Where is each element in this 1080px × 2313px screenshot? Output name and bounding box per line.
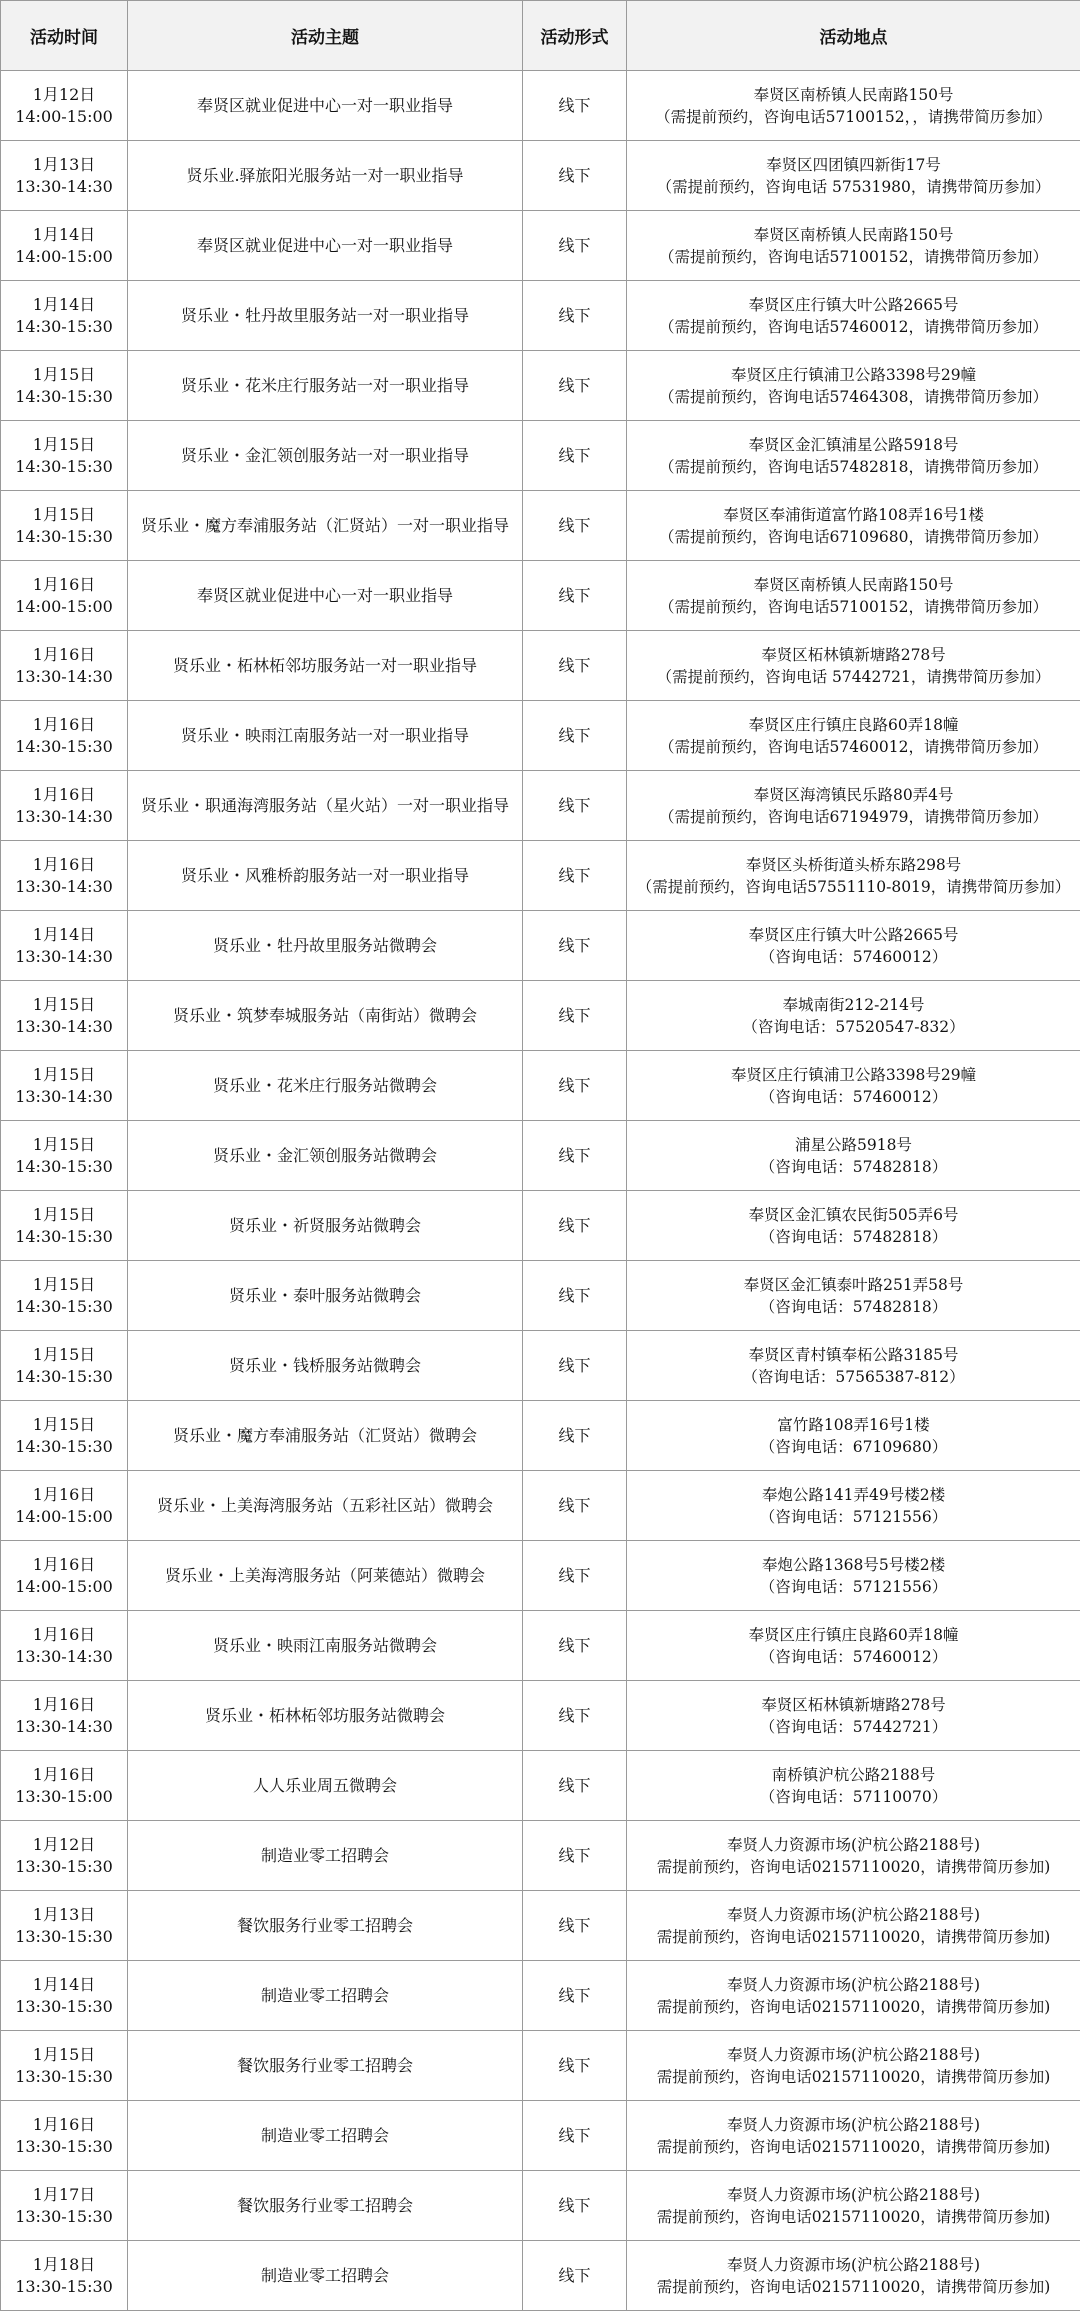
activity-time-range: 13:30-14:30 (15, 666, 113, 686)
cell-location (627, 1471, 1080, 1541)
location-contact-note: （咨询电话：57482818） (759, 1157, 948, 1176)
activity-time-range: 13:30-15:00 (15, 1786, 113, 1806)
cell-location (627, 1331, 1080, 1401)
cell-time (1, 281, 128, 351)
cell-form: 线下 (523, 1401, 627, 1471)
activity-time-range: 13:30-15:30 (15, 1856, 113, 1876)
cell-location (627, 1611, 1080, 1681)
cell-form: 线下 (523, 1541, 627, 1611)
location-address: 奉贤区金汇镇浦星公路5918号 (748, 435, 959, 454)
table-row (1, 1611, 1080, 1681)
cell-time (1, 2241, 128, 2311)
location-contact-note: （咨询电话：67109680） (759, 1437, 948, 1456)
cell-time (1, 1401, 128, 1471)
table-row (1, 421, 1080, 491)
cell-time (1, 1331, 128, 1401)
cell-theme: 贤乐业・上美海湾服务站（五彩社区站）微聘会 (128, 1471, 523, 1541)
activity-date: 1月15日 (32, 1414, 96, 1434)
cell-location (627, 421, 1080, 491)
location-contact-note: （需提前预约，咨询电话57551110-8019，请携带简历参加） (636, 877, 1071, 896)
activity-date: 1月16日 (32, 854, 96, 874)
activity-date: 1月15日 (32, 994, 96, 1014)
cell-location (627, 1891, 1080, 1961)
location-contact-note: （咨询电话：57121556） (759, 1507, 948, 1526)
location-address: 奉贤区柘林镇新塘路278号 (761, 1695, 946, 1714)
activity-date: 1月15日 (32, 1064, 96, 1084)
location-contact-note: 需提前预约，咨询电话02157110020，请携带简历参加) (656, 1857, 1051, 1876)
location-address: 奉贤区南桥镇人民南路150号 (753, 225, 954, 244)
cell-theme: 贤乐业・钱桥服务站微聘会 (128, 1331, 523, 1401)
table-row (1, 1681, 1080, 1751)
table-row (1, 211, 1080, 281)
activity-time-range: 14:30-15:30 (15, 456, 113, 476)
cell-form: 线下 (523, 2241, 627, 2311)
location-address: 奉贤区庄行镇大叶公路2665号 (748, 295, 959, 314)
activity-date: 1月16日 (32, 1554, 96, 1574)
cell-form: 线下 (523, 2171, 627, 2241)
activity-date: 1月15日 (32, 2044, 96, 2064)
location-address: 奉贤人力资源市场(沪杭公路2188号) (726, 1905, 981, 1924)
cell-time (1, 1261, 128, 1331)
table-row (1, 1751, 1080, 1821)
table-row (1, 1891, 1080, 1961)
cell-theme: 制造业零工招聘会 (128, 2241, 523, 2311)
cell-form: 线下 (523, 1681, 627, 1751)
cell-location (627, 631, 1080, 701)
activity-date: 1月16日 (32, 1764, 96, 1784)
activity-date: 1月12日 (32, 1834, 96, 1854)
location-contact-note: （需提前预约，咨询电话67194979，请携带简历参加） (659, 807, 1048, 826)
location-contact-note: （需提前预约，咨询电话57460012，请携带简历参加） (659, 737, 1048, 756)
cell-time (1, 1051, 128, 1121)
table-body (1, 71, 1080, 2311)
location-address: 奉贤区头桥街道头桥东路298号 (745, 855, 962, 874)
activity-time-range: 14:00-15:00 (15, 1576, 113, 1596)
table-row (1, 1261, 1080, 1331)
cell-form: 线下 (523, 1961, 627, 2031)
cell-theme: 贤乐业・金汇领创服务站微聘会 (128, 1121, 523, 1191)
activity-time-range: 14:30-15:30 (15, 1436, 113, 1456)
activity-date: 1月16日 (32, 714, 96, 734)
cell-theme: 贤乐业・泰叶服务站微聘会 (128, 1261, 523, 1331)
location-contact-note: （需提前预约，咨询电话57464308，请携带简历参加） (659, 387, 1048, 406)
cell-location (627, 1821, 1080, 1891)
activity-time-range: 13:30-15:30 (15, 1926, 113, 1946)
location-address: 奉贤区奉浦街道富竹路108弄16号1楼 (723, 505, 984, 524)
cell-theme: 贤乐业・风雅桥韵服务站一对一职业指导 (128, 841, 523, 911)
table-row (1, 841, 1080, 911)
location-contact-note: （需提前预约，咨询电话57100152，请携带简历参加） (659, 247, 1048, 266)
activity-time-range: 13:30-14:30 (15, 1646, 113, 1666)
location-contact-note: （需提前预约，咨询电话57100152，，请携带简历参加） (655, 107, 1052, 126)
location-address: 奉贤区庄行镇庄良路60弄18幢 (748, 715, 959, 734)
cell-theme: 人人乐业周五微聘会 (128, 1751, 523, 1821)
cell-time (1, 1471, 128, 1541)
activity-time-range: 13:30-14:30 (15, 946, 113, 966)
table-row (1, 561, 1080, 631)
table-row (1, 701, 1080, 771)
cell-theme: 贤乐业・上美海湾服务站（阿莱德站）微聘会 (128, 1541, 523, 1611)
activity-time-range: 13:30-14:30 (15, 806, 113, 826)
table-row (1, 1191, 1080, 1261)
activity-date: 1月15日 (32, 1204, 96, 1224)
activity-date: 1月16日 (32, 1484, 96, 1504)
cell-time (1, 71, 128, 141)
table-row (1, 71, 1080, 141)
location-contact-note: （需提前预约，咨询电话 57442721，请携带简历参加） (656, 667, 1051, 686)
cell-theme: 贤乐业・魔方奉浦服务站（汇贤站）一对一职业指导 (128, 491, 523, 561)
location-address: 奉贤人力资源市场(沪杭公路2188号) (726, 1835, 981, 1854)
cell-location (627, 491, 1080, 561)
header-form: 活动形式 (523, 1, 627, 71)
activity-time-range: 13:30-15:30 (15, 2276, 113, 2296)
cell-location (627, 1121, 1080, 1191)
location-address: 奉贤人力资源市场(沪杭公路2188号) (726, 2185, 981, 2204)
table-row (1, 2101, 1080, 2171)
cell-form: 线下 (523, 771, 627, 841)
cell-time (1, 1681, 128, 1751)
activity-time-range: 14:00-15:00 (15, 106, 113, 126)
activity-time-range: 14:30-15:30 (15, 526, 113, 546)
cell-location (627, 981, 1080, 1051)
activity-time-range: 13:30-14:30 (15, 876, 113, 896)
cell-form: 线下 (523, 491, 627, 561)
activity-date: 1月15日 (32, 504, 96, 524)
activity-time-range: 13:30-15:30 (15, 2136, 113, 2156)
cell-time (1, 491, 128, 561)
cell-theme: 贤乐业・花米庄行服务站微聘会 (128, 1051, 523, 1121)
location-contact-note: （需提前预约，咨询电话57482818，请携带简历参加） (659, 457, 1048, 476)
cell-location (627, 281, 1080, 351)
activity-time-range: 13:30-14:30 (15, 1716, 113, 1736)
location-contact-note: （咨询电话：57565387-812） (742, 1367, 965, 1386)
header-time: 活动时间 (1, 1, 128, 71)
cell-form: 线下 (523, 981, 627, 1051)
location-address: 奉贤区南桥镇人民南路150号 (753, 85, 954, 104)
location-address: 奉贤区庄行镇大叶公路2665号 (748, 925, 959, 944)
activity-time-range: 14:30-15:30 (15, 736, 113, 756)
cell-theme: 制造业零工招聘会 (128, 1961, 523, 2031)
activity-time-range: 13:30-15:30 (15, 1996, 113, 2016)
cell-theme: 贤乐业・牡丹故里服务站微聘会 (128, 911, 523, 981)
cell-location (627, 2241, 1080, 2311)
cell-time (1, 2101, 128, 2171)
table-row (1, 1471, 1080, 1541)
cell-location (627, 1961, 1080, 2031)
location-address: 富竹路108弄16号1楼 (777, 1415, 930, 1434)
cell-form: 线下 (523, 1751, 627, 1821)
location-address: 奉贤区庄行镇浦卫公路3398号29幢 (730, 365, 977, 384)
cell-theme: 贤乐业・祈贤服务站微聘会 (128, 1191, 523, 1261)
cell-theme: 奉贤区就业促进中心一对一职业指导 (128, 211, 523, 281)
location-address: 奉贤人力资源市场(沪杭公路2188号) (726, 2115, 981, 2134)
cell-form: 线下 (523, 1331, 627, 1401)
table-row (1, 1961, 1080, 2031)
location-contact-note: （咨询电话：57482818） (759, 1297, 948, 1316)
cell-location (627, 701, 1080, 771)
activity-date: 1月15日 (32, 1274, 96, 1294)
cell-form: 线下 (523, 2101, 627, 2171)
cell-location (627, 561, 1080, 631)
cell-location (627, 771, 1080, 841)
location-address: 奉贤区海湾镇民乐路80弄4号 (753, 785, 954, 804)
location-contact-note: 需提前预约，咨询电话02157110020，请携带简历参加) (656, 2277, 1051, 2296)
location-contact-note: （咨询电话：57460012） (759, 1087, 948, 1106)
cell-location (627, 1261, 1080, 1331)
table-row (1, 141, 1080, 211)
table-row (1, 771, 1080, 841)
location-address: 奉贤人力资源市场(沪杭公路2188号) (726, 2045, 981, 2064)
cell-form: 线下 (523, 1051, 627, 1121)
cell-form: 线下 (523, 631, 627, 701)
location-contact-note: （咨询电话：57110070） (759, 1787, 948, 1806)
activity-date: 1月14日 (32, 224, 96, 244)
cell-theme: 贤乐业・柘林柘邻坊服务站微聘会 (128, 1681, 523, 1751)
location-contact-note: （咨询电话：57482818） (759, 1227, 948, 1246)
location-contact-note: （咨询电话：57520547-832） (742, 1017, 965, 1036)
cell-theme: 餐饮服务行业零工招聘会 (128, 2031, 523, 2101)
location-contact-note: 需提前预约，咨询电话02157110020，请携带简历参加) (656, 2137, 1051, 2156)
activity-date: 1月17日 (32, 2184, 96, 2204)
table-row (1, 2241, 1080, 2311)
header-theme: 活动主题 (128, 1, 523, 71)
location-address: 奉炮公路141弄49号楼2楼 (761, 1485, 946, 1504)
cell-location (627, 1541, 1080, 1611)
table-row (1, 981, 1080, 1051)
cell-form: 线下 (523, 841, 627, 911)
table-row (1, 1821, 1080, 1891)
location-contact-note: （咨询电话：57442721） (759, 1717, 948, 1736)
cell-theme: 贤乐业・金汇领创服务站一对一职业指导 (128, 421, 523, 491)
cell-theme: 贤乐业・魔方奉浦服务站（汇贤站）微聘会 (128, 1401, 523, 1471)
activity-time-range: 14:30-15:30 (15, 316, 113, 336)
activity-date: 1月18日 (32, 2254, 96, 2274)
activity-date: 1月16日 (32, 574, 96, 594)
location-contact-note: （需提前预约，咨询电话 57531980，请携带简历参加） (656, 177, 1051, 196)
cell-time (1, 911, 128, 981)
cell-location (627, 71, 1080, 141)
location-address: 奉炮公路1368号5号楼2楼 (761, 1555, 946, 1574)
cell-time (1, 421, 128, 491)
location-address: 奉贤人力资源市场(沪杭公路2188号) (726, 2255, 981, 2274)
header-location: 活动地点 (627, 1, 1080, 71)
activity-time-range: 14:30-15:30 (15, 1366, 113, 1386)
cell-form: 线下 (523, 911, 627, 981)
location-contact-note: （咨询电话：57121556） (759, 1577, 948, 1596)
location-contact-note: 需提前预约，咨询电话02157110020，请携带简历参加) (656, 2207, 1051, 2226)
table-row (1, 281, 1080, 351)
cell-location (627, 2031, 1080, 2101)
cell-time (1, 1191, 128, 1261)
table-row (1, 1121, 1080, 1191)
cell-time (1, 981, 128, 1051)
table-row (1, 1541, 1080, 1611)
cell-theme: 制造业零工招聘会 (128, 2101, 523, 2171)
cell-form: 线下 (523, 71, 627, 141)
cell-theme: 贤乐业.驿旅阳光服务站一对一职业指导 (128, 141, 523, 211)
cell-theme: 贤乐业・柘林柘邻坊服务站一对一职业指导 (128, 631, 523, 701)
activity-date: 1月16日 (32, 1694, 96, 1714)
cell-theme: 贤乐业・职通海湾服务站（星火站）一对一职业指导 (128, 771, 523, 841)
location-address: 奉贤人力资源市场(沪杭公路2188号) (726, 1975, 981, 1994)
table-row (1, 911, 1080, 981)
location-address: 奉城南街212-214号 (782, 995, 925, 1014)
activity-date: 1月16日 (32, 2114, 96, 2134)
activity-time-range: 13:30-14:30 (15, 1016, 113, 1036)
activity-time-range: 14:30-15:30 (15, 386, 113, 406)
cell-location (627, 911, 1080, 981)
location-contact-note: 需提前预约，咨询电话02157110020，请携带简历参加) (656, 2067, 1051, 2086)
cell-time (1, 701, 128, 771)
location-address: 奉贤区庄行镇浦卫公路3398号29幢 (730, 1065, 977, 1084)
cell-time (1, 2031, 128, 2101)
location-address: 奉贤区柘林镇新塘路278号 (761, 645, 946, 664)
location-contact-note: （咨询电话：57460012） (759, 947, 948, 966)
cell-form: 线下 (523, 281, 627, 351)
cell-time (1, 141, 128, 211)
cell-location (627, 211, 1080, 281)
cell-form: 线下 (523, 1471, 627, 1541)
location-contact-note: 需提前预约，咨询电话02157110020，请携带简历参加) (656, 1997, 1051, 2016)
activity-time-range: 14:30-15:30 (15, 1226, 113, 1246)
cell-form: 线下 (523, 351, 627, 421)
activity-time-range: 14:00-15:00 (15, 246, 113, 266)
cell-form: 线下 (523, 141, 627, 211)
cell-location (627, 1191, 1080, 1261)
activity-date: 1月13日 (32, 1904, 96, 1924)
location-address: 浦星公路5918号 (795, 1135, 912, 1154)
header-row (1, 1, 1080, 71)
location-contact-note: （需提前预约，咨询电话57460012，请携带简历参加） (659, 317, 1048, 336)
cell-theme: 餐饮服务行业零工招聘会 (128, 2171, 523, 2241)
activity-date: 1月14日 (32, 1974, 96, 1994)
activity-date: 1月16日 (32, 784, 96, 804)
cell-time (1, 771, 128, 841)
location-contact-note: （咨询电话：57460012） (759, 1647, 948, 1666)
table-row (1, 631, 1080, 701)
activity-time-range: 14:30-15:30 (15, 1156, 113, 1176)
cell-form: 线下 (523, 2031, 627, 2101)
activity-time-range: 13:30-15:30 (15, 2066, 113, 2086)
cell-location (627, 1051, 1080, 1121)
cell-theme: 贤乐业・筑梦奉城服务站（南街站）微聘会 (128, 981, 523, 1051)
location-address: 南桥镇沪杭公路2188号 (771, 1765, 936, 1784)
cell-time (1, 1961, 128, 2031)
activity-date: 1月12日 (32, 84, 96, 104)
cell-location (627, 351, 1080, 421)
activity-date: 1月16日 (32, 1624, 96, 1644)
cell-theme: 奉贤区就业促进中心一对一职业指导 (128, 561, 523, 631)
activity-time-range: 14:00-15:00 (15, 1506, 113, 1526)
cell-form: 线下 (523, 1611, 627, 1681)
cell-form: 线下 (523, 561, 627, 631)
activity-date: 1月15日 (32, 1344, 96, 1364)
location-contact-note: （需提前预约，咨询电话67109680，请携带简历参加） (659, 527, 1048, 546)
cell-form: 线下 (523, 1261, 627, 1331)
cell-time (1, 1611, 128, 1681)
location-address: 奉贤区南桥镇人民南路150号 (753, 575, 954, 594)
table-row (1, 1051, 1080, 1121)
table-row (1, 1331, 1080, 1401)
activity-time-range: 13:30-14:30 (15, 1086, 113, 1106)
cell-time (1, 1751, 128, 1821)
cell-location (627, 2171, 1080, 2241)
cell-location (627, 841, 1080, 911)
cell-theme: 贤乐业・映雨江南服务站一对一职业指导 (128, 701, 523, 771)
cell-form: 线下 (523, 1121, 627, 1191)
cell-time (1, 841, 128, 911)
location-address: 奉贤区青村镇奉柘公路3185号 (748, 1345, 959, 1364)
table-row (1, 491, 1080, 561)
location-contact-note: （需提前预约，咨询电话57100152，请携带简历参加） (659, 597, 1048, 616)
activity-date: 1月15日 (32, 434, 96, 454)
activity-time-range: 13:30-15:30 (15, 2206, 113, 2226)
cell-form: 线下 (523, 421, 627, 491)
location-address: 奉贤区金汇镇农民街505弄6号 (748, 1205, 959, 1224)
activity-date: 1月15日 (32, 1134, 96, 1154)
cell-time (1, 631, 128, 701)
cell-form: 线下 (523, 1891, 627, 1961)
table-row (1, 1401, 1080, 1471)
cell-time (1, 1121, 128, 1191)
cell-theme: 贤乐业・花米庄行服务站一对一职业指导 (128, 351, 523, 421)
cell-form: 线下 (523, 1191, 627, 1261)
table-row (1, 2031, 1080, 2101)
cell-time (1, 351, 128, 421)
cell-theme: 奉贤区就业促进中心一对一职业指导 (128, 71, 523, 141)
location-address: 奉贤区四团镇四新街17号 (766, 155, 941, 174)
activity-time-range: 14:00-15:00 (15, 596, 113, 616)
cell-time (1, 211, 128, 281)
cell-location (627, 1751, 1080, 1821)
activity-time-range: 14:30-15:30 (15, 1296, 113, 1316)
table-row (1, 2171, 1080, 2241)
cell-location (627, 1401, 1080, 1471)
activity-date: 1月14日 (32, 924, 96, 944)
cell-theme: 贤乐业・牡丹故里服务站一对一职业指导 (128, 281, 523, 351)
activity-date: 1月14日 (32, 294, 96, 314)
cell-location (627, 2101, 1080, 2171)
cell-form: 线下 (523, 1821, 627, 1891)
cell-time (1, 1821, 128, 1891)
location-address: 奉贤区金汇镇泰叶路251弄58号 (743, 1275, 964, 1294)
activity-date: 1月15日 (32, 364, 96, 384)
cell-location (627, 141, 1080, 211)
cell-theme: 制造业零工招聘会 (128, 1821, 523, 1891)
cell-time (1, 2171, 128, 2241)
cell-form: 线下 (523, 701, 627, 771)
location-contact-note: 需提前预约，咨询电话02157110020，请携带简历参加) (656, 1927, 1051, 1946)
activity-date: 1月16日 (32, 644, 96, 664)
cell-theme: 贤乐业・映雨江南服务站微聘会 (128, 1611, 523, 1681)
cell-time (1, 1541, 128, 1611)
activity-date: 1月13日 (32, 154, 96, 174)
cell-time (1, 1891, 128, 1961)
activity-time-range: 13:30-14:30 (15, 176, 113, 196)
table-header (1, 1, 1080, 71)
location-address: 奉贤区庄行镇庄良路60弄18幢 (748, 1625, 959, 1644)
cell-time (1, 561, 128, 631)
cell-form: 线下 (523, 211, 627, 281)
cell-theme: 餐饮服务行业零工招聘会 (128, 1891, 523, 1961)
table-row (1, 351, 1080, 421)
cell-location (627, 1681, 1080, 1751)
